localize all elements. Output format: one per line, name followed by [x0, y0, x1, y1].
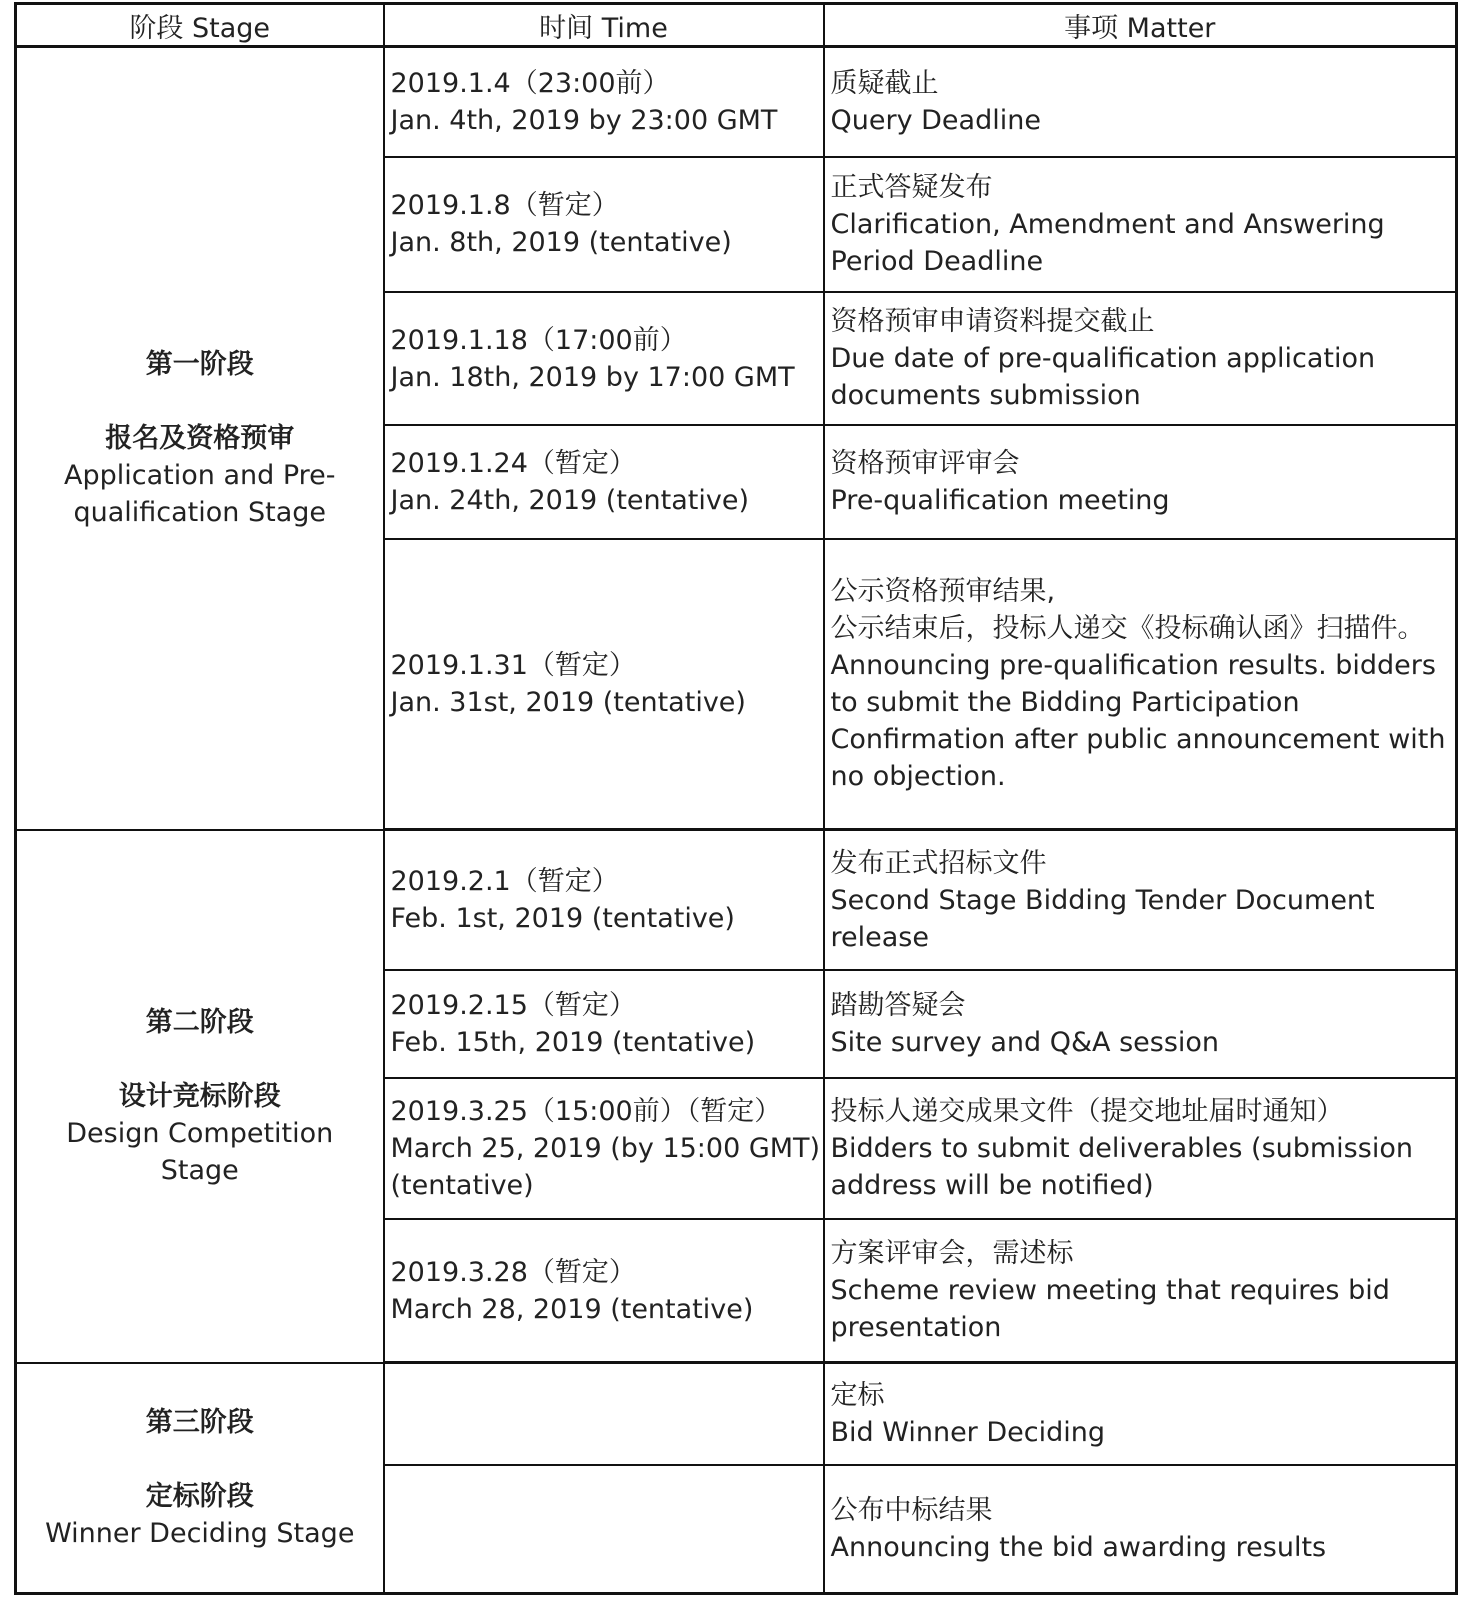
- matter-cn: 资格预审评审会: [830, 448, 1020, 480]
- stage-2-title: 第二阶段: [145, 1006, 254, 1038]
- stage-1-name-en: Application and Pre-qualification Stage: [64, 459, 336, 528]
- matter-cn: 公布中标结果: [830, 1495, 993, 1527]
- stage-2-name-cn: 设计竞标阶段: [118, 1080, 281, 1112]
- matter-cn: 投标人递交成果文件（提交地址届时通知）: [830, 1096, 1344, 1128]
- matter-cn-2: 公示结束后，投标人递交《投标确认函》扫描件。: [830, 613, 1425, 645]
- time-en: March 25, 2019 (by 15:00 GMT) (tentative): [390, 1133, 829, 1202]
- matter-cell: [824, 1219, 1457, 1363]
- matter-en: Scheme review meeting that requires bid presentation: [830, 1275, 1399, 1344]
- matter-en: Due date of pre-qualification application documents submission: [830, 343, 1384, 412]
- time-cell: [384, 425, 824, 539]
- matter-en: Bid Winner Deciding: [830, 1417, 1106, 1449]
- matter-cn: 方案评审会，需述标: [830, 1238, 1074, 1270]
- time-en: Jan. 24th, 2019 (tentative): [390, 485, 749, 517]
- matter-cell: [824, 1363, 1457, 1465]
- time-cell: [384, 1078, 829, 1218]
- stage-2-cell: [16, 830, 384, 1363]
- stage-3-title: 第三阶段: [145, 1406, 254, 1438]
- time-cn: 2019.3.28（暂定）: [390, 1256, 636, 1288]
- time-cell: [384, 830, 824, 970]
- column-header-stage: 阶段 Stage: [16, 4, 384, 47]
- matter-cell: [824, 539, 1457, 830]
- matter-cn: 发布正式招标文件: [830, 847, 1047, 879]
- matter-cn: 质疑截止: [830, 67, 939, 99]
- matter-cn: 资格预审申请资料提交截止: [830, 306, 1155, 338]
- column-header-time: 时间 Time: [384, 4, 824, 47]
- matter-en: Announcing pre-qualification results. bidders to submit the Bidding Participation Confirmation after public announcement with no objection.: [830, 650, 1455, 793]
- time-cell: [384, 1465, 824, 1593]
- matter-en: Announcing the bid awarding results: [830, 1532, 1327, 1564]
- header-row: [16, 4, 1457, 47]
- matter-cell: [824, 830, 1457, 970]
- time-cell: [384, 970, 824, 1078]
- time-cn: 2019.2.15（暂定）: [390, 990, 636, 1022]
- matter-en: Site survey and Q&A session: [830, 1027, 1220, 1059]
- matter-en: Clarification, Amendment and Answering Period Deadline: [830, 208, 1394, 277]
- time-en: Jan. 8th, 2019 (tentative): [390, 227, 732, 259]
- matter-cell: [824, 292, 1457, 425]
- matter-en: Pre-qualification meeting: [830, 485, 1170, 517]
- matter-en: Bidders to submit deliverables (submission address will be notified): [830, 1133, 1422, 1202]
- time-en: Jan. 31st, 2019 (tentative): [390, 687, 746, 719]
- time-cell: [384, 1219, 824, 1363]
- time-cn: 2019.1.31（暂定）: [390, 650, 636, 682]
- time-en: Jan. 4th, 2019 by 23:00 GMT: [390, 104, 778, 136]
- time-cn: 2019.1.8（暂定）: [390, 190, 619, 222]
- matter-cell: [824, 425, 1457, 539]
- stage-1-name-cn: 报名及资格预审: [105, 422, 295, 454]
- table-row: [16, 1363, 1457, 1465]
- column-header-matter: 事项 Matter: [824, 4, 1457, 47]
- time-cell: [384, 47, 824, 157]
- time-cell: [384, 292, 824, 425]
- schedule-table: [14, 2, 1458, 1595]
- table-row: [16, 830, 1457, 970]
- time-cn: 2019.3.25（15:00前）（暂定）: [390, 1096, 782, 1128]
- time-cn: 2019.2.1（暂定）: [390, 866, 619, 898]
- matter-cn: 定标: [830, 1380, 885, 1412]
- stage-3-name-cn: 定标阶段: [145, 1480, 254, 1512]
- table-row: [16, 47, 1457, 157]
- time-en: Feb. 1st, 2019 (tentative): [390, 903, 735, 935]
- matter-cn: 公示资格预审结果,: [830, 576, 1056, 608]
- time-cn: 2019.1.4（23:00前）: [390, 67, 670, 99]
- matter-cell: [824, 157, 1457, 292]
- time-en: Feb. 15th, 2019 (tentative): [390, 1027, 756, 1059]
- time-cell: [384, 1363, 824, 1465]
- time-cell: [384, 539, 824, 830]
- stage-1-cell: [16, 47, 384, 830]
- time-cell: [384, 157, 824, 292]
- matter-en: Query Deadline: [830, 104, 1041, 136]
- time-cn: 2019.1.24（暂定）: [390, 448, 636, 480]
- matter-cell: [824, 47, 1457, 157]
- time-cn: 2019.1.18（17:00前）: [390, 324, 687, 356]
- time-en: Jan. 18th, 2019 by 17:00 GMT: [390, 361, 795, 393]
- matter-cell: [824, 1465, 1457, 1593]
- stage-1-title: 第一阶段: [145, 348, 254, 380]
- stage-3-cell: [16, 1363, 384, 1594]
- matter-cn: 正式答疑发布: [830, 171, 993, 203]
- stage-2-name-en: Design Competition Stage: [66, 1117, 334, 1186]
- stage-3-name-en: Winner Deciding Stage: [45, 1517, 355, 1549]
- matter-en: Second Stage Bidding Tender Document release: [830, 884, 1384, 953]
- matter-cell: [824, 970, 1457, 1078]
- matter-cn: 踏勘答疑会: [830, 990, 966, 1022]
- matter-cell: [824, 1078, 1457, 1218]
- time-en: March 28, 2019 (tentative): [390, 1293, 754, 1325]
